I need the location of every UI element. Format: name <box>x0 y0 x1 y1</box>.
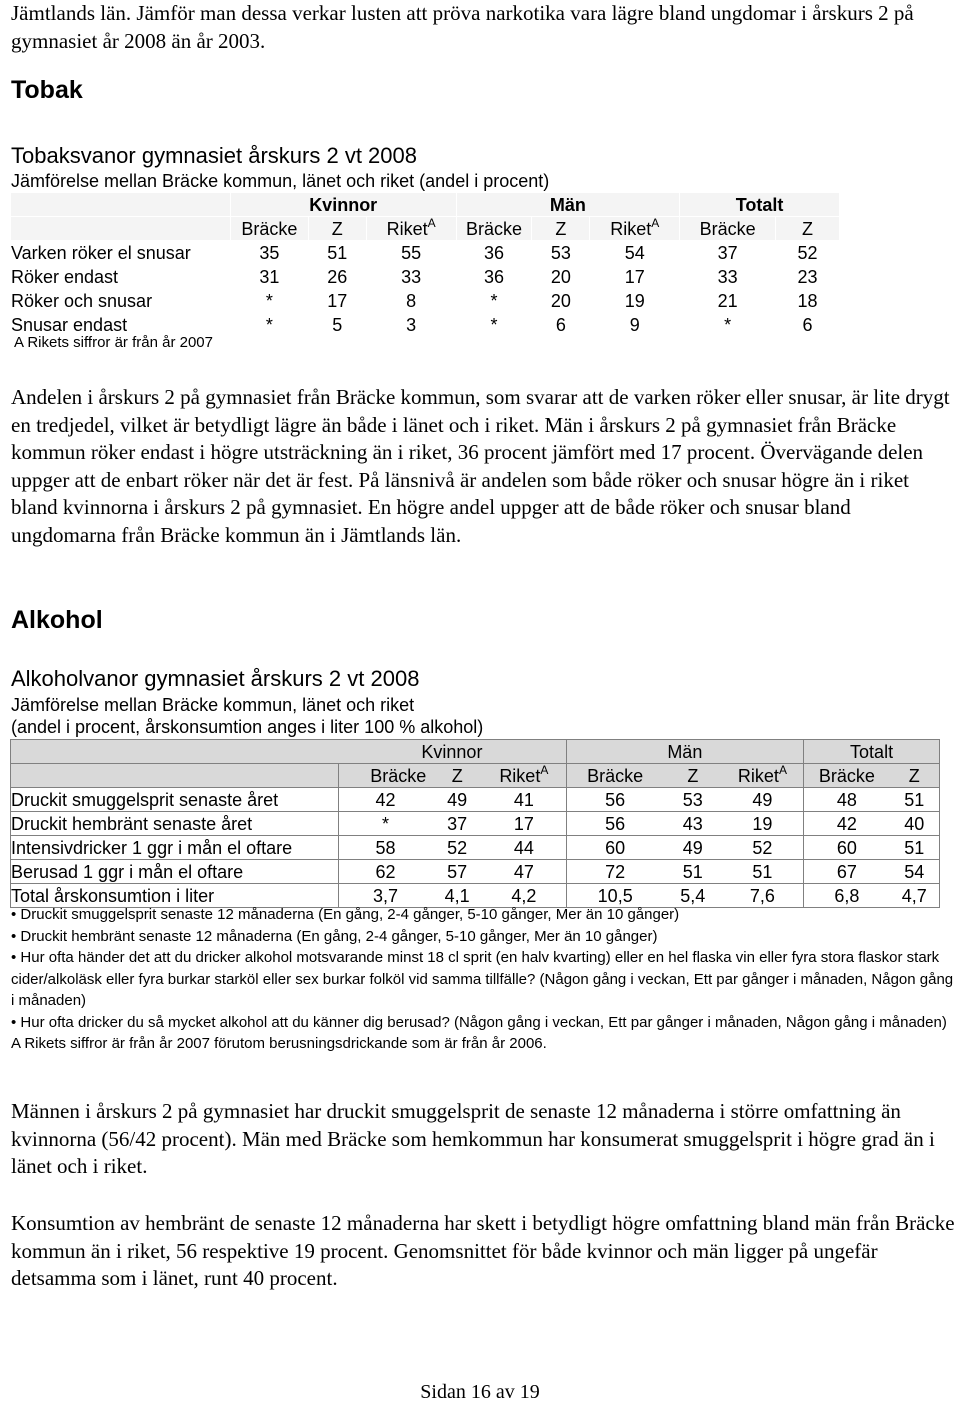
cell: 58 <box>338 836 432 860</box>
cell: 19 <box>722 812 804 836</box>
alkohol-table <box>10 739 940 908</box>
note-item: • Druckit smuggelsprit senaste 12 månaderna (En gång, 2-4 gånger, 5-10 gånger, Mer än 10 gånger) <box>11 906 680 923</box>
cell: 56 <box>566 788 664 812</box>
cell: 37 <box>432 812 482 836</box>
col-bracke: Bräcke <box>456 217 532 241</box>
table-row <box>11 241 840 265</box>
cell: 54 <box>890 860 940 884</box>
col-z: Z <box>308 217 366 241</box>
col-bracke: Bräcke <box>338 764 432 788</box>
table-header-columns <box>11 764 940 788</box>
cell: 49 <box>664 836 722 860</box>
cell: 5 <box>308 313 366 337</box>
cell: 17 <box>590 265 680 289</box>
cell: 48 <box>804 788 890 812</box>
cell: 51 <box>890 788 940 812</box>
cell: 40 <box>890 812 940 836</box>
table-row <box>11 289 840 313</box>
table-header-groups <box>11 193 840 217</box>
cell: 36 <box>456 265 532 289</box>
section-heading-tobak: Tobak <box>11 76 83 104</box>
alkohol-paragraph-2: Konsumtion av hembränt de senaste 12 månaderna har skett i betydligt högre omfattning bland män från Bräcke kommun än i riket, 56 respektive 19 procent. Genomsnittet för både kvinnor och män ligger på ungefär detsamma som i länet, runt 40 procent. <box>11 1211 955 1290</box>
group-totalt: Totalt <box>804 740 940 764</box>
cell: 55 <box>366 241 456 265</box>
row-label: Intensivdricker 1 ggr i mån el oftare <box>11 836 339 860</box>
cell: 49 <box>722 788 804 812</box>
cell: 41 <box>482 788 566 812</box>
cell: 62 <box>338 860 432 884</box>
row-label: Druckit hembränt senaste året <box>11 812 339 836</box>
row-label: Total årskonsumtion i liter <box>11 884 339 908</box>
note-item: • Druckit hembränt senaste 12 månaderna (En gång, 2-4 gånger, 5-10 gånger, Mer än 10 gånger) <box>11 927 658 945</box>
col-riket: Riket$^A$ <box>366 217 456 241</box>
cell: * <box>230 313 308 337</box>
cell: 37 <box>680 241 776 265</box>
col-z: Z <box>776 217 840 241</box>
cell: 4,1 <box>432 884 482 908</box>
cell: 6 <box>532 313 590 337</box>
cell: 3 <box>366 313 456 337</box>
alkohol-table-title: Alkoholvanor gymnasiet årskurs 2 vt 2008 <box>11 666 420 691</box>
row-label: Snusar endast <box>11 313 231 337</box>
cell: 21 <box>680 289 776 313</box>
cell: 18 <box>776 289 840 313</box>
cell: 67 <box>804 860 890 884</box>
cell: 57 <box>432 860 482 884</box>
cell: 43 <box>664 812 722 836</box>
alkohol-notes <box>11 904 956 1055</box>
cell: 23 <box>776 265 840 289</box>
alkohol-paragraph-1: Männen i årskurs 2 på gymnasiet har druckit smuggelsprit de senaste 12 månaderna i större omfattning än kvinnorna (56/42 procent). Män med Bräcke som hemkommun har konsumerat smuggelsprit i högre grad än i länet och i riket. <box>11 1099 935 1178</box>
cell: 49 <box>432 788 482 812</box>
table-row <box>11 812 940 836</box>
cell: 10,5 <box>566 884 664 908</box>
col-riket: Riket$^A$ <box>590 217 680 241</box>
table-row <box>11 313 840 337</box>
cell: * <box>230 289 308 313</box>
cell: 53 <box>664 788 722 812</box>
cell: 4,7 <box>890 884 940 908</box>
intro-paragraph: Jämtlands län. Jämför man dessa verkar lusten att pröva narkotika vara lägre bland ungdomar i årskurs 2 på gymnasiet år 2008 än år 2003. <box>11 1 914 53</box>
cell: 31 <box>230 265 308 289</box>
cell: 36 <box>456 241 532 265</box>
group-man: Män <box>456 193 680 217</box>
cell: 51 <box>664 860 722 884</box>
cell: 33 <box>366 265 456 289</box>
group-kvinnor: Kvinnor <box>338 740 566 764</box>
cell: 56 <box>566 812 664 836</box>
cell: * <box>456 313 532 337</box>
cell: 60 <box>804 836 890 860</box>
cell: 5,4 <box>664 884 722 908</box>
cell: * <box>456 289 532 313</box>
col-bracke: Bräcke <box>230 217 308 241</box>
table-header-columns <box>11 217 840 241</box>
group-man: Män <box>566 740 804 764</box>
col-z: Z <box>890 764 940 788</box>
cell: 9 <box>590 313 680 337</box>
cell: 26 <box>308 265 366 289</box>
cell: 52 <box>722 836 804 860</box>
tobak-table-title: Tobaksvanor gymnasiet årskurs 2 vt 2008 <box>11 143 417 168</box>
alkohol-table-subtitle-2: (andel i procent, årskonsumtion anges i liter 100 % alkohol) <box>11 717 484 737</box>
note-item: • Hur ofta dricker du så mycket alkohol att du känner dig berusad? (Någon gång i veckan, Ett par gånger i månaden, Någon gång i månaden) <box>11 1013 947 1031</box>
cell: 51 <box>890 836 940 860</box>
cell: 52 <box>432 836 482 860</box>
cell: 60 <box>566 836 664 860</box>
cell: 35 <box>230 241 308 265</box>
col-riket: Riket$^A$ <box>722 764 804 788</box>
cell: 52 <box>776 241 840 265</box>
row-label: Druckit smuggelsprit senaste året <box>11 788 339 812</box>
col-z: Z <box>664 764 722 788</box>
col-riket: Riket$^A$ <box>482 764 566 788</box>
cell: 44 <box>482 836 566 860</box>
cell: 47 <box>482 860 566 884</box>
table-row <box>11 788 940 812</box>
cell: 42 <box>338 788 432 812</box>
cell: 6 <box>776 313 840 337</box>
cell: * <box>338 812 432 836</box>
cell: 42 <box>804 812 890 836</box>
col-bracke: Bräcke <box>566 764 664 788</box>
row-label: Röker och snusar <box>11 289 231 313</box>
cell: 19 <box>590 289 680 313</box>
table-row <box>11 265 840 289</box>
col-bracke: Bräcke <box>680 217 776 241</box>
cell: 17 <box>308 289 366 313</box>
group-kvinnor: Kvinnor <box>230 193 456 217</box>
tobak-footnote: A Rikets siffror är från år 2007 <box>14 334 213 351</box>
cell: 7,6 <box>722 884 804 908</box>
page-footer: Sidan 16 av 19 <box>420 1381 540 1403</box>
note-item: A Rikets siffror är från år 2007 förutom berusningsdrickande som är från år 2006. <box>11 1035 547 1052</box>
cell: 54 <box>590 241 680 265</box>
table-header-groups <box>11 740 940 764</box>
row-label: Varken röker el snusar <box>11 241 231 265</box>
cell: 51 <box>308 241 366 265</box>
group-totalt: Totalt <box>680 193 840 217</box>
cell: 6,8 <box>804 884 890 908</box>
cell: 17 <box>482 812 566 836</box>
cell: 51 <box>722 860 804 884</box>
cell: 3,7 <box>338 884 432 908</box>
col-z: Z <box>432 764 482 788</box>
tobak-table-subtitle: Jämförelse mellan Bräcke kommun, länet och riket (andel i procent) <box>11 171 550 191</box>
cell: 8 <box>366 289 456 313</box>
note-item: • Hur ofta händer det att du dricker alkohol motsvarande minst 18 cl sprit (en halv kvarting) eller en hel flaska vin eller fyra stora flaskor stark cider/alkoläsk eller fyra burkar starköl eller sex burkar folköl vid samma tillfälle? (Någon gång i veckan, Ett par gånger i månaden, Någon gång i månaden) <box>11 949 954 1009</box>
cell: 20 <box>532 289 590 313</box>
cell: 72 <box>566 860 664 884</box>
section-heading-alkohol: Alkohol <box>11 606 103 634</box>
cell: 53 <box>532 241 590 265</box>
row-label: Berusad 1 ggr i mån el oftare <box>11 860 339 884</box>
row-label: Röker endast <box>11 265 231 289</box>
cell: 20 <box>532 265 590 289</box>
col-z: Z <box>532 217 590 241</box>
cell: 33 <box>680 265 776 289</box>
tobak-paragraph: Andelen i årskurs 2 på gymnasiet från Bräcke kommun, som svarar att de varken röker eller snusar, är lite drygt en tredjedel, vilket är betydligt lägre än både i länet och i riket. Män i årskurs 2 på gymnasiet från Bräcke kommun röker endast i högre utsträckning än i riket, 36 procent jämfört med 17 procent. Övervägande delen uppger att de enbart röker när det är fest. På länsnivå är andelen som både röker och snusar högre än i riket bland kvinnorna i årskurs 2 på gymnasiet. En högre andel uppger att de både röker och snusar bland ungdomarna från Bräcke kommun än i Jämtlands län. <box>11 385 950 547</box>
cell: 4,2 <box>482 884 566 908</box>
cell: * <box>680 313 776 337</box>
tobak-table <box>10 192 840 337</box>
table-row <box>11 860 940 884</box>
col-bracke: Bräcke <box>804 764 890 788</box>
alkohol-table-subtitle-1: Jämförelse mellan Bräcke kommun, länet och riket <box>11 695 415 715</box>
table-row <box>11 836 940 860</box>
